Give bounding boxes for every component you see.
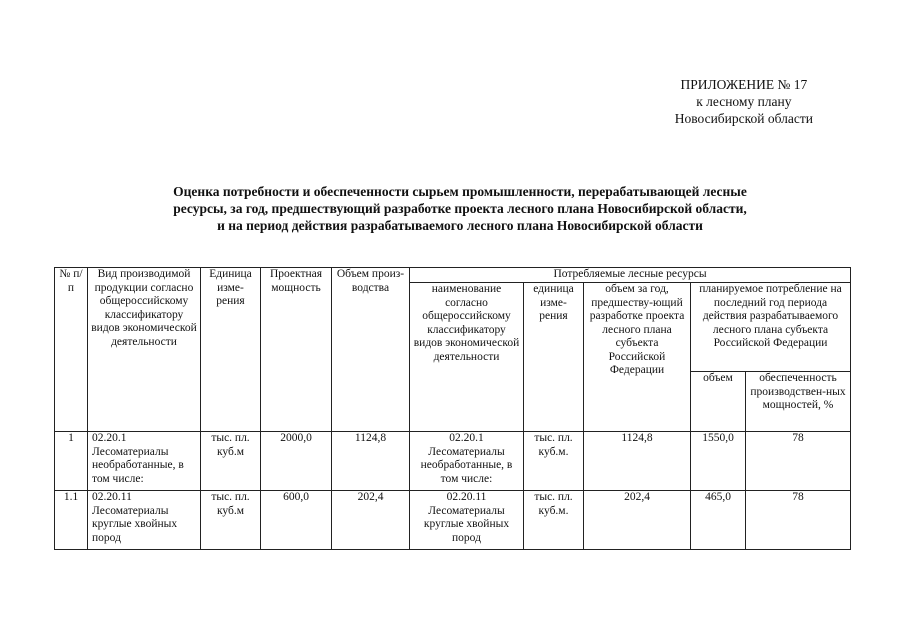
header-consumed: Потребляемые лесные ресурсы [410,268,851,283]
row-unit: тыс. пл. куб.м [201,491,261,550]
row-capacity: 600,0 [261,491,332,550]
row-planned-supply: 78 [746,491,851,550]
row-num: 1.1 [55,491,88,550]
row-product: 02.20.11 Лесоматериалы круглые хвойных пород [88,491,201,550]
appendix-number: ПРИЛОЖЕНИЕ № 17 [680,77,808,92]
row-planned-supply: 78 [746,432,851,491]
row-volume: 202,4 [332,491,410,550]
header-planned-supply: обеспеченность производствен-ных мощностей, % [746,372,851,432]
header-res-unit: единица изме-рения [524,283,584,432]
row-num: 1 [55,432,88,491]
title-line-3: и на период действия разрабатываемого лесного плана Новосибирской области [217,218,703,233]
row-unit: тыс. пл. куб.м [201,432,261,491]
header-capacity: Проектная мощность [261,268,332,432]
header-num: № п/п [55,268,88,432]
document-title [100,183,820,234]
header-res-name: наименование согласно общероссийскому классификатору видов экономической деятельности [410,283,524,432]
row-planned-volume: 465,0 [691,491,746,550]
row-res-prev-volume: 202,4 [584,491,691,550]
row-volume: 1124,8 [332,432,410,491]
header-row-1 [55,268,851,283]
title-line-1: Оценка потребности и обеспеченности сырьем промышленности, перерабатывающей лесные [173,184,747,199]
row-product: 02.20.1 Лесоматериалы необработанные, в том числе: [88,432,201,491]
appendix-block [675,76,813,127]
header-planned-volume: объем [691,372,746,432]
row-res-unit: тыс. пл. куб.м. [524,491,584,550]
row-res-name: 02.20.1 Лесоматериалы необработанные, в том числе: [410,432,524,491]
header-volume: Объем произ-водства [332,268,410,432]
row-planned-volume: 1550,0 [691,432,746,491]
resources-table [54,267,851,550]
appendix-reference: к лесному плану [696,94,792,109]
table-row [55,432,851,491]
header-res-prev-volume: объем за год, предшеству-ющий разработке проекта лесного плана субъекта Российской Федерации [584,283,691,432]
header-unit: Единица изме-рения [201,268,261,432]
row-res-name: 02.20.11 Лесоматериалы круглые хвойных пород [410,491,524,550]
row-capacity: 2000,0 [261,432,332,491]
header-planned: планируемое потребление на последний год периода действия разрабатываемого лесного плана субъекта Российской Федерации [691,283,851,372]
header-product: Вид производимой продукции согласно общероссийскому классификатору видов экономической деятельности [88,268,201,432]
row-res-prev-volume: 1124,8 [584,432,691,491]
row-res-unit: тыс. пл. куб.м. [524,432,584,491]
table-row [55,491,851,550]
title-line-2: ресурсы, за год, предшествующий разработке проекта лесного плана Новосибирской области, [173,201,747,216]
appendix-region: Новосибирской области [674,111,813,126]
